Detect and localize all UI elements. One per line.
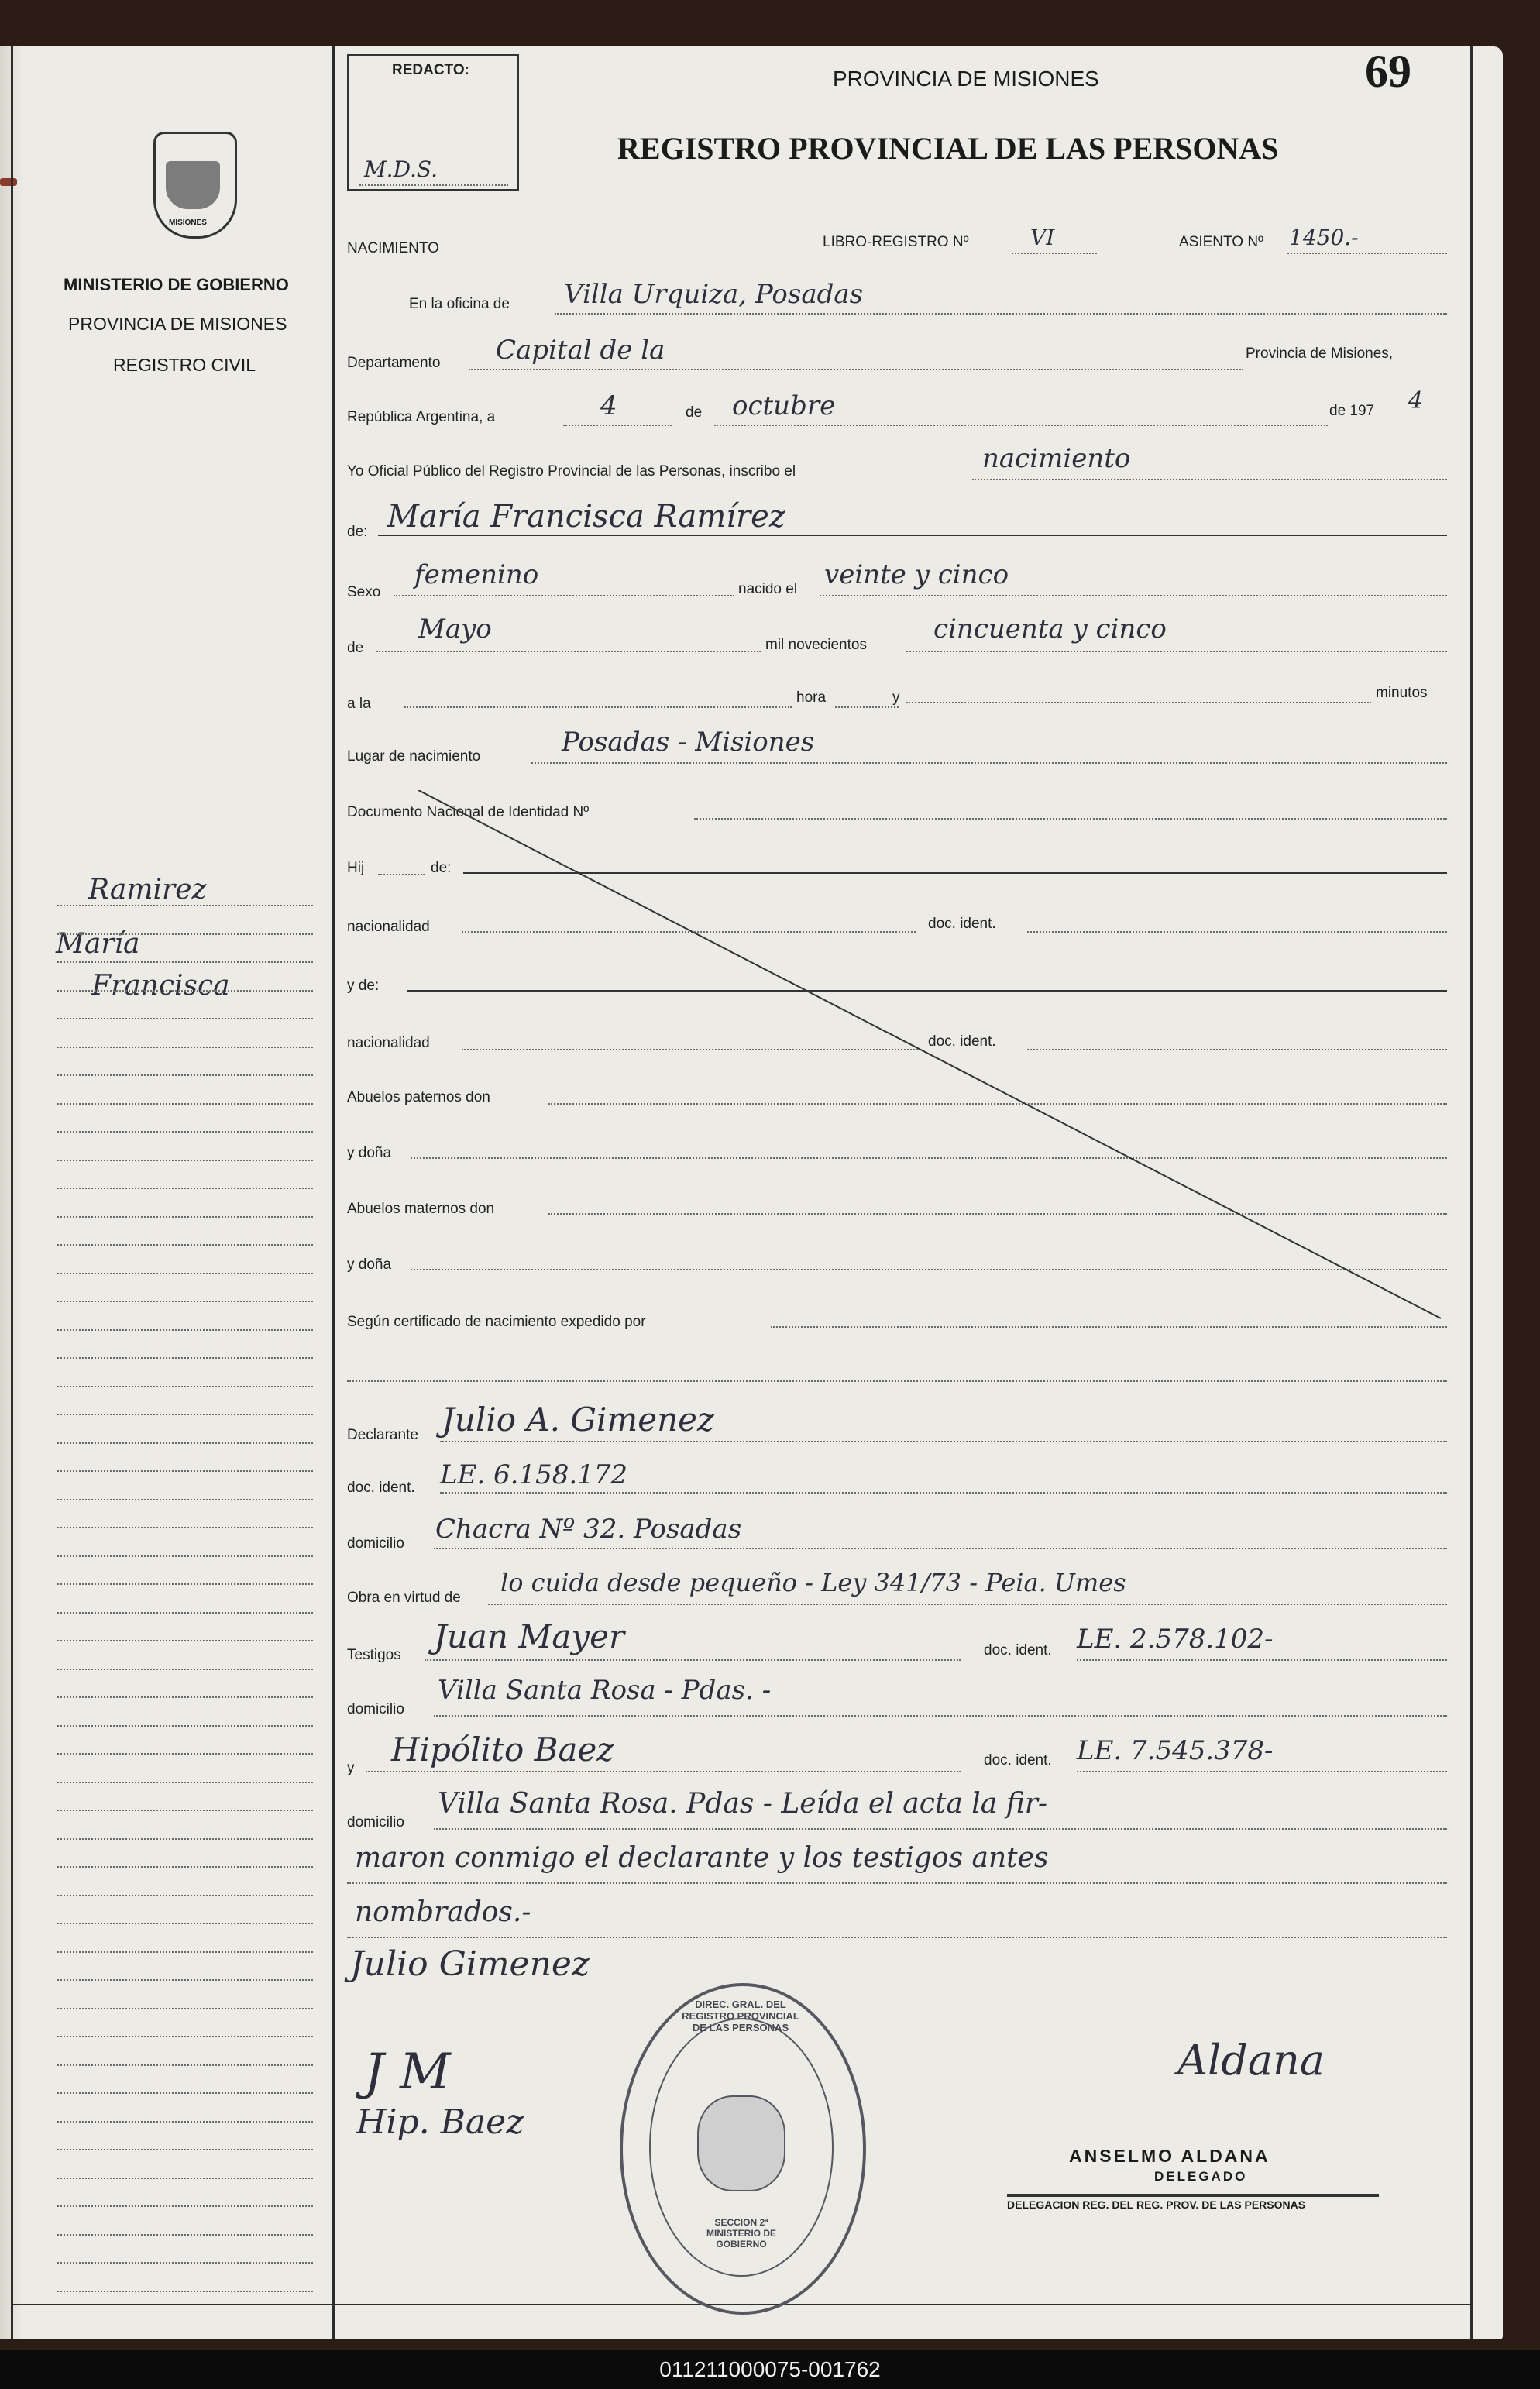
y-t2-label: y — [347, 1760, 355, 1776]
sidebar-ruled-line — [57, 1555, 313, 1557]
sidebar-ruled-line — [57, 2064, 313, 2066]
obra-label: Obra en virtud de — [347, 1590, 461, 1606]
docident-t2-label: doc. ident. — [984, 1752, 1052, 1769]
departamento-value: Capital de la — [496, 335, 665, 366]
ministry-label: MINISTERIO DE GOBIERNO — [64, 275, 289, 294]
lugar-value: Posadas - Misiones — [562, 727, 815, 758]
sidebar-ruled-line — [57, 2036, 313, 2037]
margin-second-name: Francisca — [91, 970, 230, 1002]
sidebar-ruled-line — [57, 1103, 313, 1105]
docident-decl-label: doc. ident. — [347, 1480, 415, 1496]
registry-label: REGISTRO CIVIL — [113, 355, 256, 375]
emblem-text: MISIONES — [169, 218, 207, 227]
sidebar-ruled-line — [57, 2178, 313, 2179]
anio-nac-value: cincuenta y cinco — [933, 614, 1167, 645]
sidebar-ruled-line — [57, 1414, 313, 1415]
sidebar-ruled-line — [57, 2205, 313, 2207]
abuelos-paternos-label: Abuelos paternos don — [347, 1089, 490, 1105]
oficial-label: Yo Oficial Público del Registro Provincial de las Personas, inscribo el — [347, 463, 796, 480]
de-nombre-label: de: — [347, 524, 368, 540]
sidebar-ruled-line — [57, 1895, 313, 1896]
y-label: y — [892, 689, 900, 706]
official-stamp-underline — [1007, 2194, 1379, 2197]
anio-label: de 197 — [1329, 403, 1375, 419]
asiento-value: 1450.- — [1289, 225, 1359, 250]
official-office: DELEGACION REG. DEL REG. PROV. DE LAS PERSONAS — [1007, 2198, 1306, 2211]
closing-line-2: nombrados.- — [355, 1896, 531, 1928]
sidebar-ruled-line — [57, 1725, 313, 1727]
domicilio-label: domicilio — [347, 1535, 404, 1552]
sidebar-ruled-line — [57, 1273, 313, 1274]
minutos-label: minutos — [1376, 685, 1428, 701]
lugar-label: Lugar de nacimiento — [347, 748, 481, 765]
province-heading: PROVINCIA DE MISIONES — [833, 67, 1099, 91]
left-border-line — [11, 46, 13, 2339]
seal-inner-text: SECCION 2ª MINISTERIO DE GOBIERNO — [706, 2217, 776, 2250]
testigo2-value: Hipólito Baez — [391, 1731, 614, 1769]
sidebar-ruled-line — [57, 1838, 313, 1840]
sidebar-ruled-line — [57, 1753, 313, 1755]
witness-signature: Hip. Baez — [356, 2102, 524, 2142]
sidebar-ruled-line — [57, 1527, 313, 1528]
nacionalidad-label: nacionalidad — [347, 919, 430, 935]
nacido-label: nacido el — [738, 581, 798, 597]
sidebar-ruled-line — [57, 1583, 313, 1585]
redacto-box — [347, 54, 519, 191]
mil-label: mil novecientos — [765, 637, 867, 653]
sidebar-ruled-line — [57, 2092, 313, 2094]
sidebar-ruled-line — [57, 1357, 313, 1359]
sidebar-ruled-line — [57, 1470, 313, 1472]
witness-initials-signature: J M — [364, 2044, 451, 2101]
page-number: 69 — [1365, 46, 1411, 97]
oficina-value: Villa Urquiza, Posadas — [564, 279, 864, 310]
testigo1-value: Juan Mayer — [434, 1617, 625, 1655]
sexo-value: femenino — [414, 559, 539, 590]
hora-label: hora — [796, 689, 827, 706]
docident-t1-label: doc. ident. — [984, 1642, 1052, 1659]
libro-value: VI — [1030, 225, 1055, 250]
oficial-value: nacimiento — [982, 443, 1131, 474]
obra-value: lo cuida desde pequeño - Ley 341/73 - Peia. Umes — [500, 1568, 1126, 1597]
sidebar-ruled-line — [57, 1669, 313, 1670]
sidebar-ruled-line — [57, 1160, 313, 1161]
ala-label: a la — [347, 696, 371, 712]
official-name: ANSELMO ALDANA — [1069, 2146, 1270, 2166]
departamento-label: Departamento — [347, 355, 441, 371]
coat-of-arms-inner — [166, 161, 220, 209]
domicilio-t2-value: Villa Santa Rosa. Pdas - Leída el acta la fir- — [438, 1788, 1048, 1820]
provincia-label: Provincia de Misiones, — [1246, 345, 1394, 362]
sidebar-ruled-line — [57, 1188, 313, 1189]
oficina-label: En la oficina de — [409, 296, 510, 312]
sidebar-ruled-line — [57, 1131, 313, 1133]
sidebar-ruled-line — [57, 1782, 313, 1783]
sidebar-ruled-line — [57, 1216, 313, 1218]
sidebar-ruled-line — [57, 1074, 313, 1076]
dni-label: Documento Nacional de Identidad Nº — [347, 804, 590, 820]
abuelos-maternos-label: Abuelos maternos don — [347, 1201, 495, 1217]
seal-outer-text: DIREC. GRAL. DEL REGISTRO PROVINCIAL DE LAS PERSONAS — [682, 1999, 799, 2033]
sidebar-ruled-line — [57, 2291, 313, 2292]
sidebar-ruled-line — [57, 933, 313, 935]
nombre-value: María Francisca Ramírez — [387, 499, 785, 535]
seal-center-emblem — [697, 2095, 785, 2191]
sidebar-ruled-line — [57, 1244, 313, 1246]
docident-decl-value: LE. 6.158.172 — [440, 1459, 628, 1490]
cancellation-diagonal-line — [418, 790, 1456, 1332]
ydona2-label: y doña — [347, 1256, 392, 1273]
binding-mark — [0, 178, 17, 186]
sidebar-ruled-line — [57, 905, 313, 906]
official-signature: Aldana — [1177, 2036, 1325, 2085]
sidebar-ruled-line — [57, 1696, 313, 1698]
sidebar-ruled-line — [57, 2262, 313, 2264]
testigos-label: Testigos — [347, 1647, 401, 1663]
sidebar-ruled-line — [57, 1810, 313, 1811]
official-title: DELEGADO — [1154, 2169, 1248, 2184]
domicilio-t1-label: domicilio — [347, 1701, 404, 1717]
mes-value: octubre — [732, 390, 836, 421]
sidebar-ruled-line — [57, 1951, 313, 1953]
ydona1-label: y doña — [347, 1145, 392, 1161]
asiento-label: ASIENTO Nº — [1179, 234, 1263, 250]
redacto-label: REDACTO: — [392, 62, 469, 78]
docident2-label: doc. ident. — [928, 1033, 996, 1050]
sidebar-ruled-line — [57, 1923, 313, 1924]
docident-label: doc. ident. — [928, 916, 996, 932]
sidebar-ruled-line — [57, 1386, 313, 1387]
docident-t1-value: LE. 2.578.102- — [1077, 1624, 1274, 1655]
sidebar-ruled-line — [57, 2121, 313, 2123]
nacido-value: veinte y cinco — [824, 559, 1009, 590]
column-divider-line — [332, 46, 335, 2339]
margin-surname: Ramirez — [88, 874, 207, 906]
nacionalidad2-label: nacionalidad — [347, 1035, 430, 1051]
sidebar-ruled-line — [57, 2008, 313, 2009]
sidebar-ruled-line — [57, 961, 313, 963]
sidebar-ruled-line — [57, 2234, 313, 2236]
sidebar-ruled-line — [57, 1442, 313, 1444]
domicilio-value: Chacra Nº 32. Posadas — [435, 1514, 742, 1545]
sidebar-ruled-line — [57, 1301, 313, 1302]
redacto-value: M.D.S. — [364, 156, 438, 182]
sexo-label: Sexo — [347, 584, 381, 600]
de-label: de — [686, 404, 703, 421]
segun-label: Según certificado de nacimiento expedido por — [347, 1314, 646, 1330]
page-title: REGISTRO PROVINCIAL DE LAS PERSONAS — [617, 131, 1279, 166]
sidebar-ruled-line — [57, 1979, 313, 1981]
right-border-line — [1470, 46, 1473, 2339]
domicilio-t2-label: domicilio — [347, 1814, 404, 1830]
declarante-label: Declarante — [347, 1427, 418, 1443]
declarante-value: Julio A. Gimenez — [442, 1401, 715, 1439]
hij-de-label: de: — [431, 860, 452, 876]
sidebar-ruled-line — [57, 1640, 313, 1641]
anio-value: 4 — [1408, 387, 1424, 414]
sidebar-ruled-line — [57, 990, 313, 992]
republica-label: República Argentina, a — [347, 409, 496, 425]
sidebar-ruled-line — [57, 1047, 313, 1048]
sidebar-ruled-line — [57, 1018, 313, 1019]
docident-t2-value: LE. 7.545.378- — [1077, 1735, 1274, 1766]
domicilio-t1-value: Villa Santa Rosa - Pdas. - — [438, 1675, 772, 1706]
document-id-footer: 011211000075-001762 — [0, 2350, 1540, 2389]
yde-label: y de: — [347, 978, 380, 994]
province-label: PROVINCIA DE MISIONES — [68, 314, 287, 334]
closing-line-1: maron conmigo el declarante y los testigos antes — [355, 1842, 1049, 1874]
dia-value: 4 — [600, 390, 617, 421]
nacimiento-label: NACIMIENTO — [347, 240, 439, 256]
sidebar-ruled-line — [57, 2149, 313, 2150]
de2-label: de — [347, 640, 364, 656]
margin-first-name: María — [56, 928, 140, 960]
sidebar-ruled-line — [57, 1329, 313, 1331]
hij-label: Hij — [347, 860, 365, 876]
declarante-signature: Julio Gimenez — [350, 1944, 590, 1984]
libro-label: LIBRO-REGISTRO Nº — [823, 234, 969, 250]
sidebar-ruled-line — [57, 1866, 313, 1868]
sidebar-ruled-line — [57, 1612, 313, 1614]
sidebar-ruled-line — [57, 1499, 313, 1500]
mes-nac-value: Mayo — [418, 614, 492, 645]
